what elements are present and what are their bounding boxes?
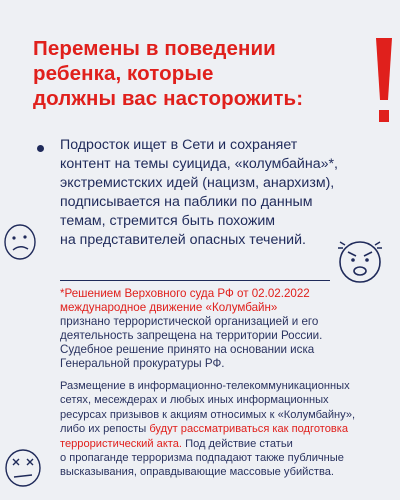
note-line <box>60 437 395 451</box>
note-line <box>60 422 395 436</box>
terrorism-warning-note <box>60 379 395 480</box>
bullet-line: контент на темы суицида, «колумбайна»*, <box>60 156 338 172</box>
bullet-dot <box>37 145 44 152</box>
court-decision-note <box>60 287 380 371</box>
title-line: Перемены в поведении <box>33 37 276 60</box>
title-line: должны вас насторожить: <box>33 87 304 110</box>
note-line: о пропаганде терроризма подпадают также публичные <box>60 452 344 465</box>
note-segment: либо их репосты <box>60 423 150 436</box>
note-line: *Решением Верховного суда РФ от 02.02.2022 <box>60 287 310 300</box>
title-line: ребенка, которые <box>33 62 214 85</box>
note-line: Размещение в информационно-телекоммуникационных <box>60 380 350 392</box>
note-line: высказывания, оправдывающие массовые убийства. <box>60 466 334 479</box>
bullet-paragraph <box>60 136 390 250</box>
angry-face-icon <box>334 236 386 288</box>
bullet-line: на представителей опасных течений. <box>60 232 306 248</box>
dizzy-face-icon <box>2 445 44 489</box>
note-line: сетях, месеждерах и любых иных информационных <box>60 394 329 407</box>
exclamation-icon <box>372 38 396 128</box>
note-line: деятельность запрещена на территории России. <box>60 329 323 342</box>
page-title <box>33 36 353 111</box>
note-highlight: будут рассматриваться как подготовка <box>149 423 349 436</box>
note-highlight: террористический акта. <box>60 437 183 450</box>
bullet-line: Подросток ищет в Сети и сохраняет <box>60 137 298 153</box>
note-segment: Под действие статьи <box>182 437 293 450</box>
bullet-line: темам, стремится быть похожим <box>60 213 276 229</box>
note-line: Судебное решение принято на основании иска <box>60 343 315 356</box>
note-line: ресурсах призывов к акциям относимых к «Колумбайну», <box>60 408 356 421</box>
sad-face-icon <box>2 222 38 262</box>
note-line: международное движение «Колумбайн» <box>60 301 278 314</box>
note-line: Генеральной прокуратуры РФ. <box>60 357 225 370</box>
note-line: признано террористической организацией и его <box>60 315 319 328</box>
divider <box>60 280 330 281</box>
bullet-line: подписывается на паблики по данным <box>60 194 313 210</box>
bullet-line: экстремистских идей (нацизм, анархизм), <box>60 175 335 191</box>
